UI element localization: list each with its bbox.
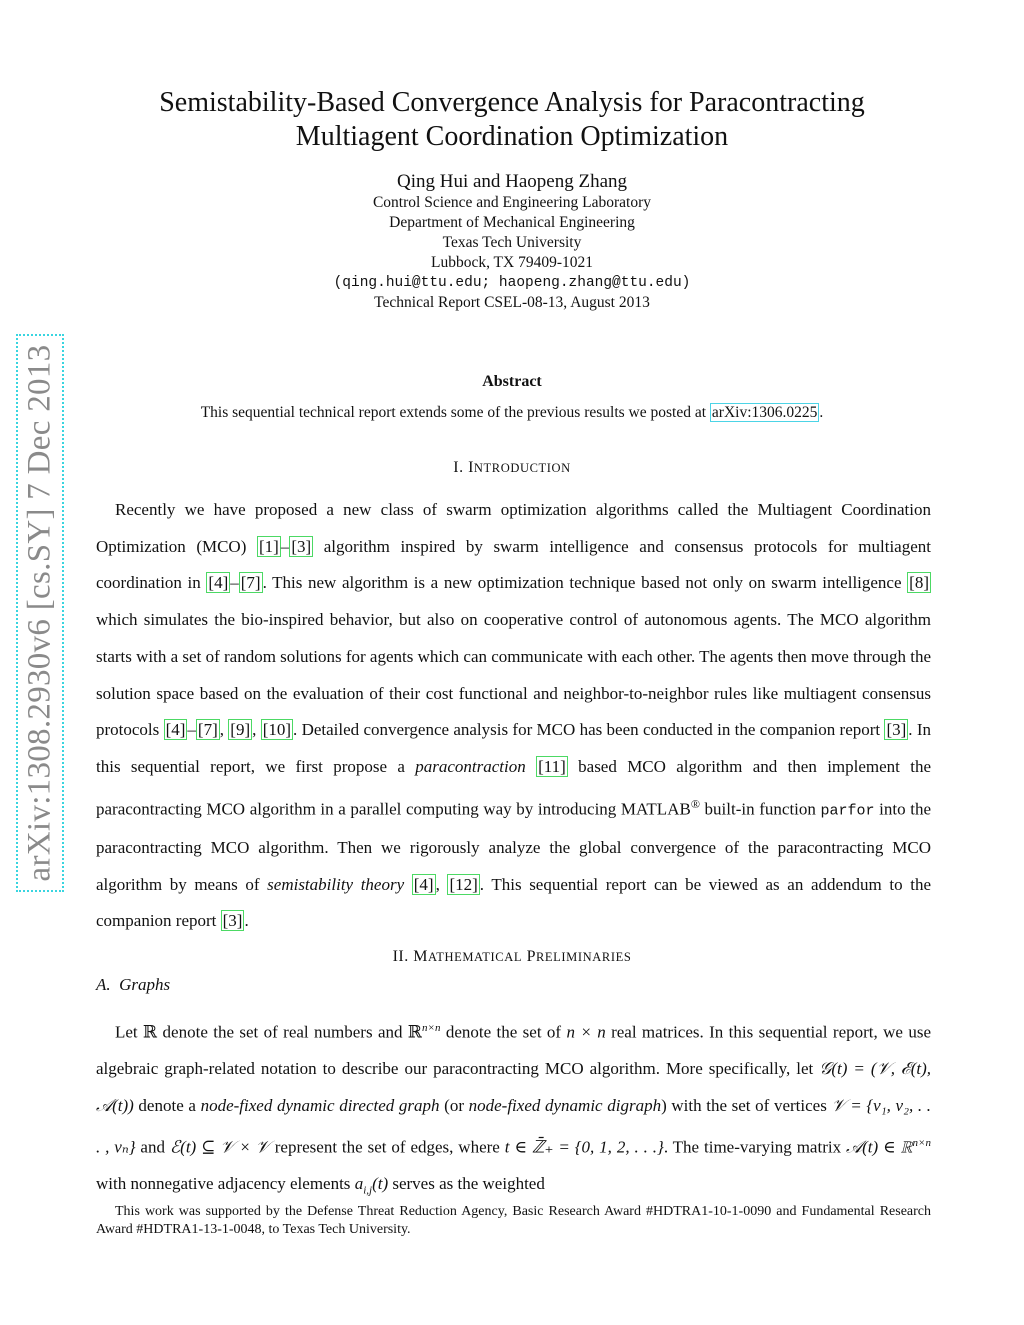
subsection-heading-graphs: A. Graphs bbox=[96, 975, 171, 994]
introduction-paragraph: Recently we have proposed a new class of swarm optimization algorithms called the Multiagent Coordination Optimization (MCO) [1] – [3] algorithm inspired by swarm intelligence and consensus protocols for multiagent coordination in [4] – [7] . This new algorithm is a new optimization technique based not only on swarm intelligence [8] which simulates the bio-inspired behavior, but also on cooperative control of autonomous agents. The MCO algorithm starts with a set of random solutions for agents which can communicate with each other. The agents then move through the solution space based on the evaluation of their cost functional and neighbor-to-neighbor rules like multiagent consensus protocols [4] – [7] , [9] , [10] . Detailed convergence analysis for MCO has been conducted in the companion report [3] . In this sequential report, we first propose a paracontraction [11] based MCO algorithm and then implement the paracontracting MCO algorithm in a parallel computing way by introducing MATLAB® built-in function parfor into the paracontracting MCO algorithm. Then we rigorously analyze the global convergence of the paracontracting MCO algorithm by means of semistability theory [4] , [12] . This sequential report can be viewed as an addendum to the companion report [3] . bbox=[96, 500, 932, 931]
abstract-heading: Abstract bbox=[482, 373, 542, 390]
citation-link[interactable]: [3] bbox=[291, 536, 312, 556]
citation-link[interactable]: [10] bbox=[262, 720, 292, 740]
affiliation-line: Lubbock, TX 79409-1021 bbox=[430, 254, 594, 271]
emphasis: node-fixed dynamic directed graph bbox=[200, 1096, 440, 1116]
section-heading-preliminaries: II. MATHEMATICAL PRELIMINARIES bbox=[392, 948, 632, 965]
affiliation-line: Control Science and Engineering Laboratory bbox=[372, 194, 652, 211]
citation-link[interactable]: [7] bbox=[240, 573, 261, 593]
citation-link[interactable]: [9] bbox=[230, 720, 251, 740]
title-line-1: Semistability-Based Convergence Analysis for Paracontracting bbox=[159, 87, 865, 118]
citation-link[interactable]: [4] bbox=[165, 720, 186, 740]
footnote: This work was supported by the Defense Threat Reduction Agency, Basic Research Award #HDTRA1-10-1-0090 and Fundamental Research Award #HDTRA1-13-1-0048, to Texas Tech University. bbox=[96, 1204, 931, 1237]
report-number: Technical Report CSEL-08-13, August 2013 bbox=[374, 294, 650, 311]
emphasis: node-fixed dynamic digraph bbox=[468, 1096, 662, 1116]
inline-code: parfor bbox=[820, 802, 875, 820]
math-vertices: 𝒱 = {v₁, v₂, . . . , vₙ} bbox=[96, 1096, 931, 1157]
arxiv-id: arXiv:1308.2930v6 [cs.SY] 7 Dec 2013 bbox=[21, 344, 58, 882]
citation-link[interactable]: [4] bbox=[208, 573, 229, 593]
citation-link[interactable]: [7] bbox=[197, 720, 218, 740]
paper-title bbox=[0, 86, 1024, 154]
citation-link[interactable]: [1] bbox=[258, 536, 279, 556]
citation-link[interactable]: [3] bbox=[886, 720, 907, 740]
arxiv-link[interactable]: arXiv:1306.0225 bbox=[711, 404, 818, 421]
authors: Qing Hui and Haopeng Zhang bbox=[396, 171, 628, 192]
title-line-2: Multiagent Coordination Optimization bbox=[295, 121, 729, 152]
citation-link[interactable]: [11] bbox=[538, 756, 566, 776]
citation-link[interactable]: [3] bbox=[222, 911, 243, 931]
affiliation-line: Department of Mechanical Engineering bbox=[389, 214, 635, 231]
author-emails: (qing.hui@ttu.edu; haopeng.zhang@ttu.edu) bbox=[333, 275, 691, 291]
math-time: t ∈ ℤ̄₊ = {0, 1, 2, . . .} bbox=[504, 1137, 664, 1157]
citation-link[interactable]: [4] bbox=[413, 874, 434, 894]
citation-link[interactable]: [8] bbox=[909, 573, 929, 593]
citation-link[interactable]: [12] bbox=[449, 874, 478, 894]
emphasis: semistability theory bbox=[267, 874, 405, 894]
math-adjacency: 𝒜(t) ∈ ℝ bbox=[845, 1137, 913, 1157]
registered-mark: ® bbox=[690, 796, 700, 811]
math-graph: 𝒢(t) = (𝒱, ℰ(t), 𝒜(t)) bbox=[96, 1059, 931, 1116]
math-edges: ℰ(t) ⊆ 𝒱 × 𝒱 bbox=[169, 1137, 270, 1157]
affiliation-line: Texas Tech University bbox=[442, 234, 582, 251]
affiliation-block bbox=[0, 193, 1024, 313]
graphs-paragraph: Let ℝ denote the set of real numbers and ℝ$^{n\times n}$ denote the set of n × n real matrices. In this sequential report, we use algebraic graph-related notation to describe our paracontracting MCO algorithm. More specifically, let 𝒢(t) = (𝒱, ℰ(t), 𝒜(t)) denote a node-fixed dynamic directed graph (or node-fixed dynamic digraph) with the set of vertices 𝒱 = {v₁, v₂, . . . , vₙ} and ℰ(t) ⊆ 𝒱 × 𝒱 represent the set of edges, where t ∈ ℤ̄₊ = {0, 1, 2, . . .}. The time-varying matrix 𝒜(t) ∈ ℝ$^{n\times n}$ with nonnegative adjacency elements $a_{i,j}(t)$ serves as the weighted bbox=[96, 1022, 931, 1197]
section-heading-introduction: I. INTRODUCTION bbox=[453, 459, 571, 476]
abstract-text: This sequential technical report extends some of the previous results we posted at arXiv:1306.0225 . bbox=[200, 404, 824, 421]
emphasis: paracontraction bbox=[415, 756, 526, 776]
